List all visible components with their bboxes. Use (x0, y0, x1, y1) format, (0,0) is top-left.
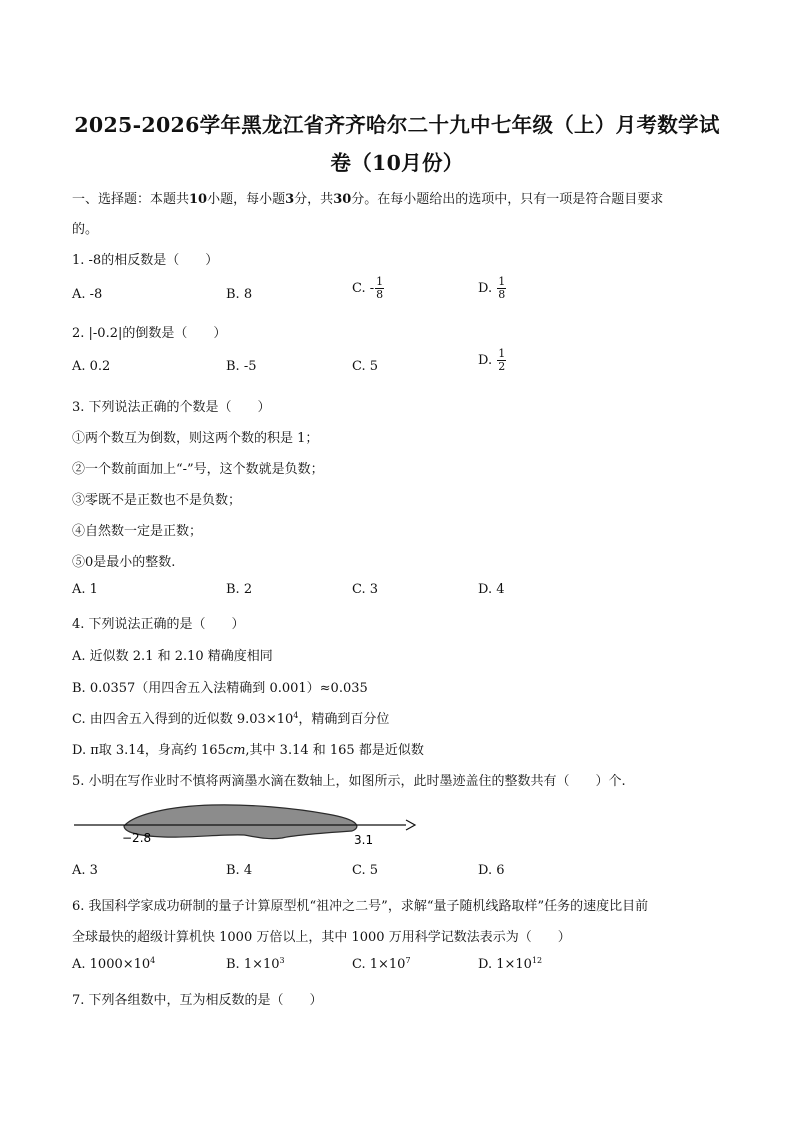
q1-option-d-label: D. (478, 281, 493, 296)
q6-option-d-exponent: 12 (531, 956, 543, 965)
q6-option-c-exponent: 7 (405, 956, 411, 965)
q1-c-numerator: 1 (376, 275, 384, 288)
q1-option-c-fraction (375, 276, 384, 301)
question-3-stem: 3. 下列说法正确的个数是（ ） (72, 400, 271, 415)
q4-option-d-text: D. π取 3.14，身高约 165 (72, 743, 226, 758)
number-line-figure (72, 800, 422, 854)
exam-title-line2: 卷（10月份） (330, 151, 464, 175)
q3-statement-4: ④自然数一定是正数； (72, 524, 203, 539)
section-question-count: 10 (189, 192, 208, 207)
question-4-stem: 4. 下列说法正确的是（ ） (72, 617, 245, 632)
section-heading-prefix: 一、选择题：本题共 (72, 192, 190, 207)
right-endpoint-label: 3.1 (354, 833, 374, 847)
q4-option-d (72, 739, 424, 758)
q1-option-d-fraction (497, 276, 506, 301)
q4-option-c-text: C. 由四舍五入得到的近似数 9.03×10 (72, 712, 294, 727)
q3-statement-1: ①两个数互为倒数，则这两个数的积是 1； (72, 431, 319, 446)
q6-option-d (478, 957, 542, 972)
q6-option-b-exponent: 3 (279, 956, 285, 965)
q5-option-c: C. 5 (352, 863, 379, 878)
q3-statement-2: ②一个数前面加上“-”号，这个数就是负数； (72, 462, 324, 477)
q6-option-c-text: C. 1×10 (352, 957, 406, 972)
q2-option-c: C. 5 (352, 359, 379, 374)
ink-blot (124, 805, 357, 839)
q1-option-c-label: C. - (352, 281, 375, 296)
q6-option-a (72, 957, 155, 972)
q1-option-b: B. 8 (226, 287, 253, 302)
q2-d-denominator: 2 (498, 360, 506, 373)
question-7-stem: 7. 下列各组数中，互为相反数的是（ ） (72, 993, 323, 1008)
question-2-stem: 2. |-0.2|的倒数是（ ） (72, 326, 227, 341)
section-heading-line2: 的。 (72, 222, 99, 237)
q6-option-d-text: D. 1×10 (478, 957, 532, 972)
number-line-svg (72, 800, 422, 850)
question-6-stem-line1: 6. 我国科学家成功研制的量子计算原型机“祖冲之二号”，求解“量子随机线路取样”任务的速度比目前 (72, 899, 649, 914)
q1-d-numerator: 1 (498, 275, 506, 288)
section-heading-suffix: 分。在每小题给出的选项中，只有一项是符合题目要求 (351, 192, 664, 207)
q6-option-c (352, 957, 411, 972)
q5-option-a: A. 3 (72, 863, 98, 878)
q4-option-c-exponent: 4 (293, 711, 299, 720)
q2-option-b: B. -5 (226, 359, 257, 374)
q3-statement-3: ③零既不是正数也不是负数； (72, 493, 242, 508)
q3-statement-5: ⑤0是最小的整数. (72, 555, 176, 570)
q4-option-a: A. 近似数 2.1 和 2.10 精确度相同 (72, 649, 273, 664)
axis-arrow (406, 820, 415, 830)
q4-option-d-tail: ,其中 3.14 和 165 都是近似数 (245, 743, 424, 758)
q1-option-c (352, 276, 384, 301)
q6-option-b-text: B. 1×10 (226, 957, 280, 972)
q6-option-a-exponent: 4 (150, 956, 156, 965)
question-5-stem: 5. 小明在写作业时不慎将两滴墨水滴在数轴上，如图所示，此时墨迹盖住的整数共有（ ）个. (72, 774, 626, 789)
question-6-stem-line2: 全球最快的超级计算机快 1000 万倍以上，其中 1000 万用科学记数法表示为（ ） (72, 930, 571, 945)
q4-option-d-unit: cm (225, 743, 246, 758)
q3-option-c: C. 3 (352, 582, 379, 597)
q5-option-d: D. 6 (478, 863, 505, 878)
q4-option-c (72, 708, 389, 727)
q3-option-b: B. 2 (226, 582, 253, 597)
section-heading-mid1: 小题，每小题 (207, 192, 286, 207)
left-endpoint-label: −2.8 (122, 831, 152, 845)
q1-c-denominator: 8 (376, 288, 384, 301)
q2-d-numerator: 1 (498, 347, 506, 360)
q3-option-d: D. 4 (478, 582, 505, 597)
section-points-each: 3 (285, 192, 295, 207)
section-points-total: 30 (333, 192, 352, 207)
q2-option-d-fraction (497, 348, 506, 373)
q2-option-d-label: D. (478, 353, 493, 368)
q2-option-d (478, 348, 506, 373)
section-heading (72, 188, 663, 207)
q5-option-b: B. 4 (226, 863, 253, 878)
q6-option-a-text: A. 1000×10 (72, 957, 151, 972)
q3-option-a: A. 1 (72, 582, 98, 597)
q1-option-d (478, 276, 506, 301)
q1-option-a: A. -8 (72, 287, 103, 302)
q6-option-b (226, 957, 285, 972)
q4-option-b: B. 0.0357（用四舍五入法精确到 0.001）≈0.035 (72, 681, 368, 696)
exam-title-line1: 2025-2026学年黑龙江省齐齐哈尔二十九中七年级（上）月考数学试 (74, 113, 720, 137)
question-1-stem: 1. -8的相反数是（ ） (72, 253, 219, 268)
q4-option-c-tail: ，精确到百分位 (298, 712, 390, 727)
section-heading-mid2: 分，共 (294, 192, 334, 207)
q1-d-denominator: 8 (498, 288, 506, 301)
q2-option-a: A. 0.2 (72, 359, 111, 374)
